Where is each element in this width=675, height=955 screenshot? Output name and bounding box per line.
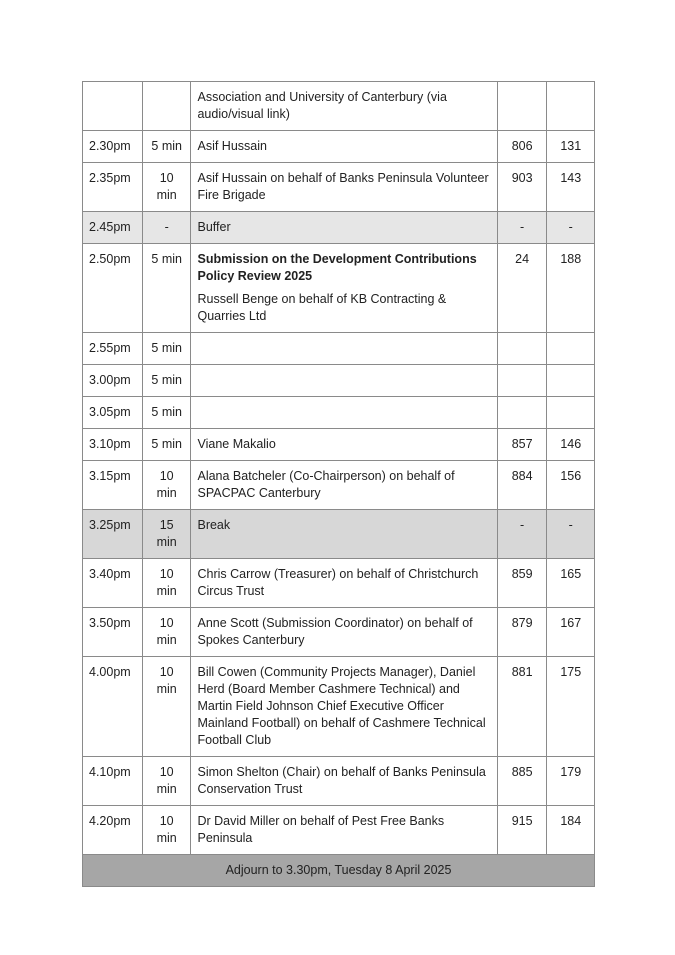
duration-cell: 5 min (142, 244, 191, 333)
page-number-cell: 143 (547, 163, 595, 212)
page-number-cell: 131 (547, 131, 595, 163)
submitter-name: Asif Hussain on behalf of Banks Peninsula Volunteer Fire Brigade (197, 171, 489, 202)
time-cell: 3.05pm (83, 397, 143, 429)
submitter-cell (191, 429, 497, 461)
submitter-cell (191, 82, 497, 131)
schedule-row (83, 806, 595, 855)
submitter-cell (191, 806, 497, 855)
hearing-schedule-table (82, 81, 595, 887)
time-cell: 4.00pm (83, 657, 143, 757)
submitter-cell (191, 559, 497, 608)
duration-cell: 15 min (142, 510, 191, 559)
submitter-cell (191, 212, 497, 244)
duration-cell: 10 min (142, 806, 191, 855)
duration-cell: 5 min (142, 429, 191, 461)
page-number-cell: 175 (547, 657, 595, 757)
schedule-row (83, 212, 595, 244)
submission-number-cell: 885 (497, 757, 547, 806)
submitter-cell (191, 510, 497, 559)
time-cell: 3.00pm (83, 365, 143, 397)
time-cell: 3.40pm (83, 559, 143, 608)
schedule-row (83, 510, 595, 559)
submission-number-cell: 903 (497, 163, 547, 212)
submitter-cell (191, 657, 497, 757)
adjourn-row (83, 855, 595, 887)
submitter-cell (191, 365, 497, 397)
schedule-row (83, 365, 595, 397)
submission-number-cell: 915 (497, 806, 547, 855)
schedule-row (83, 163, 595, 212)
submitter-name: Break (197, 518, 231, 532)
schedule-body (83, 82, 595, 855)
page-number-cell: 165 (547, 559, 595, 608)
schedule-row (83, 82, 595, 131)
duration-cell: 10 min (142, 757, 191, 806)
submission-number-cell (497, 82, 547, 131)
submitter-name: Anne Scott (Submission Coordinator) on behalf of Spokes Canterbury (197, 616, 473, 647)
page-number-cell: 156 (547, 461, 595, 510)
time-cell: 3.50pm (83, 608, 143, 657)
adjourn-text: Adjourn to 3.30pm, Tuesday 8 April 2025 (83, 855, 595, 887)
duration-cell (142, 82, 191, 131)
duration-cell: 5 min (142, 333, 191, 365)
submission-number-cell: 859 (497, 559, 547, 608)
time-cell: 2.30pm (83, 131, 143, 163)
time-cell: 4.20pm (83, 806, 143, 855)
duration-cell: 10 min (142, 657, 191, 757)
submission-number-cell (497, 333, 547, 365)
submitter-name: Russell Benge on behalf of KB Contracting & Quarries Ltd (197, 292, 447, 323)
submission-heading: Submission on the Development Contributions Policy Review 2025 (197, 252, 477, 283)
submitter-name: Simon Shelton (Chair) on behalf of Banks Peninsula Conservation Trust (197, 765, 486, 796)
page-number-cell: 188 (547, 244, 595, 333)
submission-number-cell: 881 (497, 657, 547, 757)
submission-number-cell: 806 (497, 131, 547, 163)
submitter-name: Chris Carrow (Treasurer) on behalf of Christchurch Circus Trust (197, 567, 479, 598)
submission-number-cell: - (497, 212, 547, 244)
submitter-cell (191, 131, 497, 163)
time-cell: 4.10pm (83, 757, 143, 806)
submitter-name: Dr David Miller on behalf of Pest Free Banks Peninsula (197, 814, 445, 845)
submitter-cell (191, 461, 497, 510)
schedule-row (83, 608, 595, 657)
submission-number-cell: 879 (497, 608, 547, 657)
submitter-cell (191, 333, 497, 365)
schedule-row (83, 559, 595, 608)
schedule-row (83, 131, 595, 163)
page-number-cell: 184 (547, 806, 595, 855)
submitter-name: Asif Hussain (197, 139, 267, 153)
submitter-name: Alana Batcheler (Co-Chairperson) on behalf of SPACPAC Canterbury (197, 469, 455, 500)
submitter-name: Viane Makalio (197, 437, 276, 451)
duration-cell: 10 min (142, 163, 191, 212)
schedule-row (83, 397, 595, 429)
schedule-row (83, 244, 595, 333)
submission-number-cell: - (497, 510, 547, 559)
time-cell: 3.15pm (83, 461, 143, 510)
submission-number-cell (497, 365, 547, 397)
duration-cell: 10 min (142, 559, 191, 608)
submitter-cell (191, 163, 497, 212)
time-cell: 2.35pm (83, 163, 143, 212)
submitter-cell (191, 397, 497, 429)
submitter-name: Association and University of Canterbury (via audio/visual link) (197, 90, 447, 121)
submitter-cell (191, 757, 497, 806)
schedule-row (83, 757, 595, 806)
submitter-cell (191, 244, 497, 333)
page-number-cell (547, 397, 595, 429)
duration-cell: 5 min (142, 365, 191, 397)
page-number-cell (547, 365, 595, 397)
time-cell: 3.10pm (83, 429, 143, 461)
duration-cell: 10 min (142, 608, 191, 657)
submission-number-cell: 857 (497, 429, 547, 461)
duration-cell: - (142, 212, 191, 244)
submitter-cell (191, 608, 497, 657)
time-cell: 2.50pm (83, 244, 143, 333)
submitter-name: Bill Cowen (Community Projects Manager), Daniel Herd (Board Member Cashmere Technical) and Martin Field Johnson Chief Executive Officer Mainland Football) on behalf of Cashmere Technical Football Club (197, 665, 486, 747)
time-cell: 3.25pm (83, 510, 143, 559)
time-cell: 2.55pm (83, 333, 143, 365)
submission-number-cell: 24 (497, 244, 547, 333)
page-number-cell (547, 82, 595, 131)
submitter-name: Buffer (197, 220, 231, 234)
time-cell: 2.45pm (83, 212, 143, 244)
page-number-cell: 167 (547, 608, 595, 657)
page-number-cell: 179 (547, 757, 595, 806)
page-number-cell (547, 333, 595, 365)
submission-number-cell: 884 (497, 461, 547, 510)
page-number-cell: - (547, 212, 595, 244)
submission-number-cell (497, 397, 547, 429)
schedule-row (83, 333, 595, 365)
duration-cell: 10 min (142, 461, 191, 510)
schedule-row (83, 461, 595, 510)
duration-cell: 5 min (142, 397, 191, 429)
page-number-cell: 146 (547, 429, 595, 461)
schedule-row (83, 429, 595, 461)
time-cell (83, 82, 143, 131)
page-number-cell: - (547, 510, 595, 559)
duration-cell: 5 min (142, 131, 191, 163)
schedule-row (83, 657, 595, 757)
